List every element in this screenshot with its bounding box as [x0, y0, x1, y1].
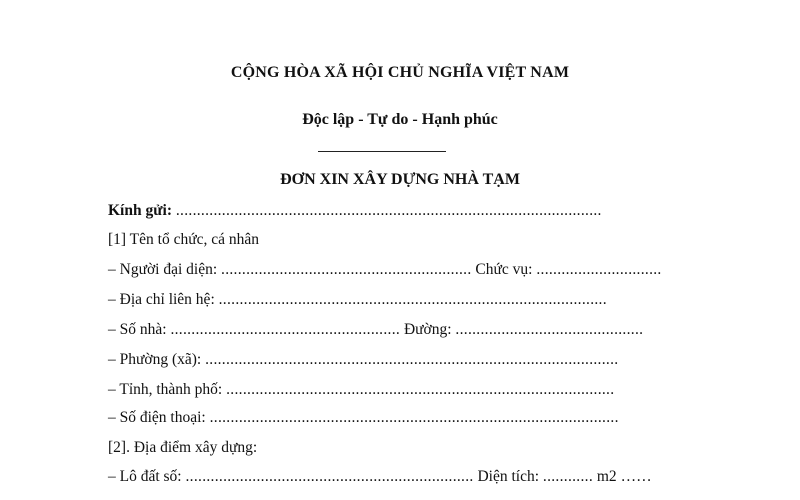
- address-label: – Địa chỉ liên hệ:: [108, 291, 215, 308]
- ward-label: – Phường (xã):: [108, 351, 202, 368]
- house-no-field: .......................................................: [170, 321, 401, 338]
- house-street-line: [108, 320, 643, 340]
- section2-title: [2]. Địa điểm xây dựng:: [108, 439, 258, 456]
- lot-label: – Lô đất số:: [108, 468, 182, 485]
- area-unit: m2: [596, 468, 617, 485]
- province-label: – Tỉnh, thành phố:: [108, 381, 223, 398]
- recipient-line: [108, 201, 602, 221]
- position-label: Chức vụ:: [475, 261, 533, 278]
- phone-field: ..................................................................................................: [209, 409, 619, 426]
- recipient-field: ......................................................................................................: [175, 202, 602, 219]
- lot-line: [108, 467, 652, 487]
- lot-field: .....................................................................: [185, 468, 474, 485]
- phone-line: [108, 408, 619, 428]
- street-field: .............................................: [455, 321, 644, 338]
- phone-label: – Số điện thoại:: [108, 409, 206, 426]
- province-line: [108, 380, 614, 400]
- representative-field: ............................................................: [221, 261, 472, 278]
- street-label: Đường:: [403, 321, 452, 338]
- motto-heading: Độc lập - Tự do - Hạnh phúc: [302, 111, 498, 128]
- province-field: .............................................................................................: [226, 381, 615, 398]
- representative-line: [108, 260, 662, 280]
- position-field: ..............................: [536, 261, 662, 278]
- recipient-label: Kính gửi:: [108, 202, 172, 219]
- section1-title: [1] Tên tổ chức, cá nhân: [108, 231, 259, 248]
- ward-field: ...................................................................................................: [205, 351, 619, 368]
- house-no-label: – Số nhà:: [108, 321, 167, 338]
- header-divider: [318, 151, 446, 152]
- ward-line: [108, 350, 618, 370]
- nation-heading: CỘNG HÒA XÃ HỘI CHỦ NGHĨA VIỆT NAM: [230, 64, 570, 81]
- address-line: [108, 290, 607, 310]
- address-field: .............................................................................................: [218, 291, 607, 308]
- area-field: ............: [542, 468, 593, 485]
- area-label: Diện tích:: [477, 468, 540, 485]
- representative-label: – Người đại diện:: [108, 261, 218, 278]
- form-title: ĐƠN XIN XÂY DỰNG NHÀ TẠM: [280, 171, 520, 188]
- area-trailing-dots: ……: [620, 468, 652, 485]
